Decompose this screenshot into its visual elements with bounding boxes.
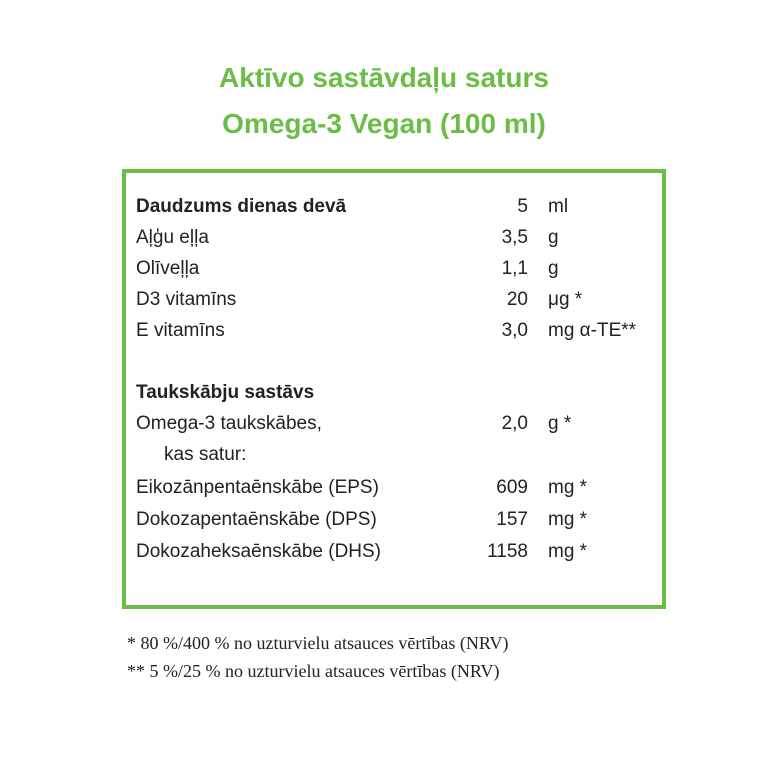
row-unit: mg * xyxy=(548,541,588,562)
footnote-nrv-1: * 80 %/400 % no uzturvielu atsauces vērtības (NRV) xyxy=(127,633,509,653)
row-unit: μg * xyxy=(548,289,583,310)
row-unit: mg * xyxy=(548,509,588,530)
row-value: 1158 xyxy=(487,541,528,562)
row-label: kas satur: xyxy=(164,444,247,465)
title-line-1: Aktīvo sastāvdaļu saturs xyxy=(219,62,549,93)
row-label: Dokozapentaēnskābe (DPS) xyxy=(136,509,377,530)
row-unit: mg α-TE** xyxy=(548,320,637,341)
row-label: Omega-3 taukskābes, xyxy=(136,413,322,434)
row-unit: g * xyxy=(548,413,572,434)
row-unit: mg * xyxy=(548,477,588,498)
section-heading: Taukskābju sastāvs xyxy=(136,382,315,403)
row-label: Olīveļļa xyxy=(136,258,200,279)
row-value: 3,5 xyxy=(501,227,528,248)
row-value: 2,0 xyxy=(501,413,528,434)
row-unit: ml xyxy=(548,196,569,217)
row-label: Dokozaheksaēnskābe (DHS) xyxy=(136,541,382,562)
row-label: Daudzums dienas devā xyxy=(136,196,347,217)
footnote-nrv-2: ** 5 %/25 % no uzturvielu atsauces vērtības (NRV) xyxy=(127,661,500,681)
row-unit: g xyxy=(548,227,559,248)
row-label: Aļģu eļļa xyxy=(136,227,209,248)
row-label: Eikozānpentaēnskābe (EPS) xyxy=(136,477,379,498)
row-label: D3 vitamīns xyxy=(136,289,237,310)
row-label: E vitamīns xyxy=(136,320,225,341)
row-value: 157 xyxy=(496,509,528,530)
row-value: 20 xyxy=(506,289,528,310)
row-unit: g xyxy=(548,258,559,279)
row-value: 609 xyxy=(496,477,528,498)
row-value: 5 xyxy=(517,196,528,217)
nutrient-table xyxy=(122,169,666,609)
row-value: 1,1 xyxy=(501,258,528,279)
row-value: 3,0 xyxy=(501,320,528,341)
title-line-2: Omega-3 Vegan (100 ml) xyxy=(222,108,546,139)
